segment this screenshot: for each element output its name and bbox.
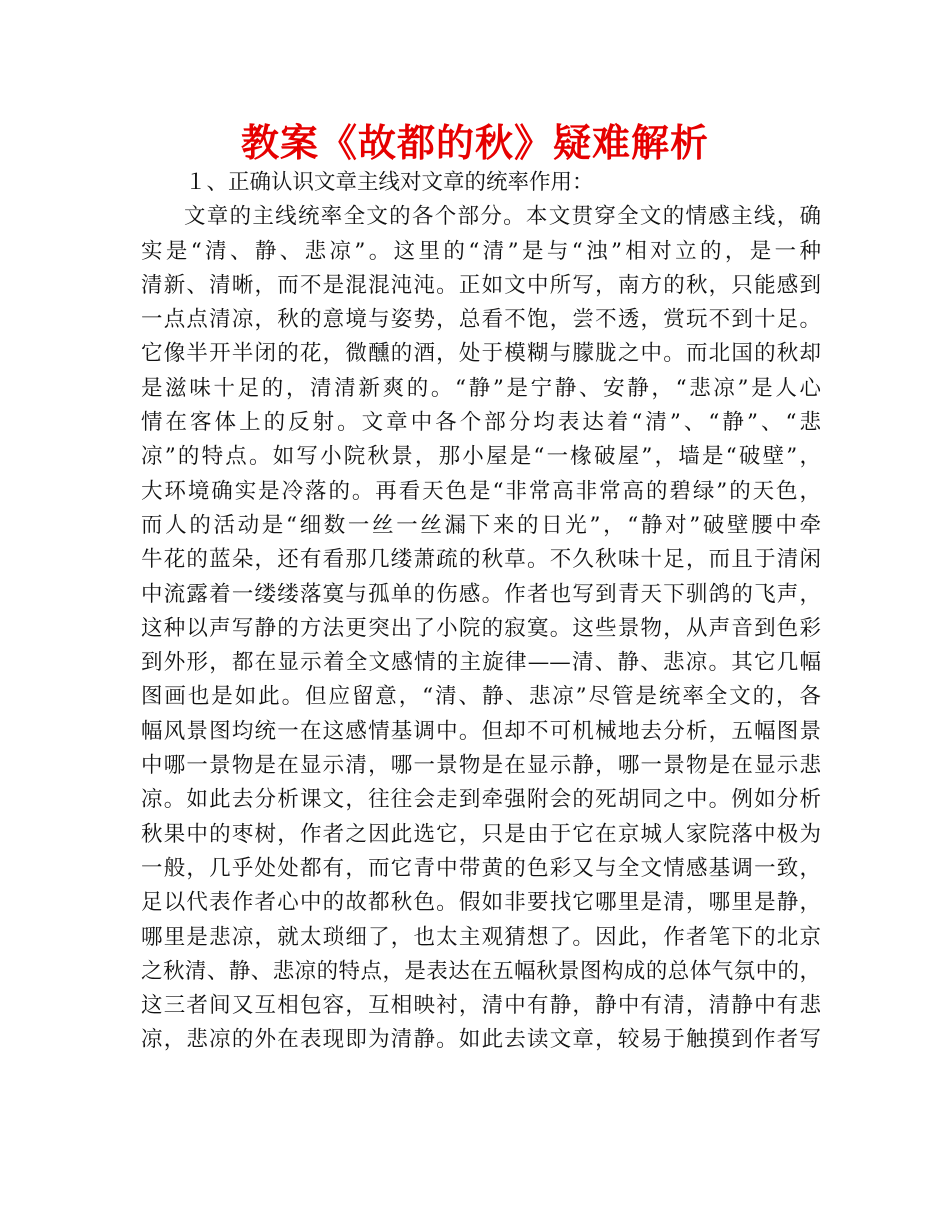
paragraph-line: 一点点清凉，秋的意境与姿势，总看不饱，尝不透，赏玩不到十足。 bbox=[141, 307, 821, 333]
paragraph-line: 之秋清、静、悲凉的特点，是表达在五幅秋景图构成的总体气氛中的， bbox=[141, 958, 821, 984]
paragraph-line: 情在客体上的反射。文章中各个部分均表达着“清”、“静”、“悲 bbox=[141, 410, 821, 436]
paragraph-line: 哪里是悲凉，就太琐细了，也太主观猜想了。因此，作者笔下的北京 bbox=[141, 924, 821, 950]
paragraph-line: 到外形，都在显示着全文感情的主旋律——清、静、悲凉。其它几幅 bbox=[141, 650, 821, 676]
document-title: 教案《故都的秋》疑难解析 bbox=[240, 121, 709, 165]
paragraph-line: 这三者间又互相包容，互相映衬，清中有静，静中有清，清静中有悲 bbox=[141, 993, 821, 1019]
paragraph-line: 它像半开半闭的花，微醺的酒，处于模糊与朦胧之中。而北国的秋却 bbox=[141, 341, 821, 367]
paragraph-line: 这种以声写静的方法更突出了小院的寂寞。这些景物，从声音到色彩 bbox=[141, 615, 821, 641]
paragraph-line: 足以代表作者心中的故都秋色。假如非要找它哪里是清，哪里是静， bbox=[141, 890, 821, 916]
paragraph-line: 实是“清、静、悲凉”。这里的“清”是与“浊”相对立的，是一种 bbox=[141, 238, 821, 264]
paragraph-line: 秋果中的枣树，作者之因此选它，只是由于它在京城人家院落中极为 bbox=[141, 821, 821, 847]
paragraph-line: 中流露着一缕缕落寞与孤单的伤感。作者也写到青天下驯鸽的飞声， bbox=[141, 581, 821, 607]
paragraph-line: 牛花的蓝朵，还有看那几缕萧疏的秋草。不久秋味十足，而且于清闲 bbox=[141, 547, 821, 573]
paragraph-line: 凉。如此去分析课文，往往会走到牵强附会的死胡同之中。例如分析 bbox=[141, 787, 821, 813]
paragraph-line: 凉”的特点。如写小院秋景，那小屋是“一椽破屋”，墙是“破壁”， bbox=[141, 444, 821, 470]
paragraph-line: 中哪一景物是在显示清，哪一景物是在显示静，哪一景物是在显示悲 bbox=[141, 753, 821, 779]
section-heading: １、正确认识文章主线对文章的统率作用： bbox=[185, 170, 594, 195]
paragraph-line: 幅风景图均统一在这感情基调中。但却不可机械地去分析，五幅图景 bbox=[141, 718, 821, 744]
paragraph-line: 凉，悲凉的外在表现即为清静。如此去读文章，较易于触摸到作者写 bbox=[141, 1027, 821, 1053]
paragraph-line: 图画也是如此。但应留意，“清、静、悲凉”尽管是统率全文的，各 bbox=[141, 684, 821, 710]
document-body bbox=[141, 166, 821, 1058]
paragraph-line: 一般，几乎处处都有，而它青中带黄的色彩又与全文情感基调一致， bbox=[141, 855, 821, 881]
paragraph-line: 文章的主线统率全文的各个部分。本文贯穿全文的情感主线，确 bbox=[184, 204, 821, 230]
paragraph-line: 是滋味十足的，清清新爽的。“静”是宁静、安静，“悲凉”是人心 bbox=[141, 375, 821, 401]
paragraph-line: 而人的活动是“细数一丝一丝漏下来的日光”，“静对”破壁腰中牵 bbox=[141, 512, 821, 538]
paragraph-line: 清新、清晰，而不是混混沌沌。正如文中所写，南方的秋，只能感到 bbox=[141, 272, 821, 298]
paragraph-line: 大环境确实是冷落的。再看天色是“非常高非常高的碧绿”的天色， bbox=[141, 478, 821, 504]
